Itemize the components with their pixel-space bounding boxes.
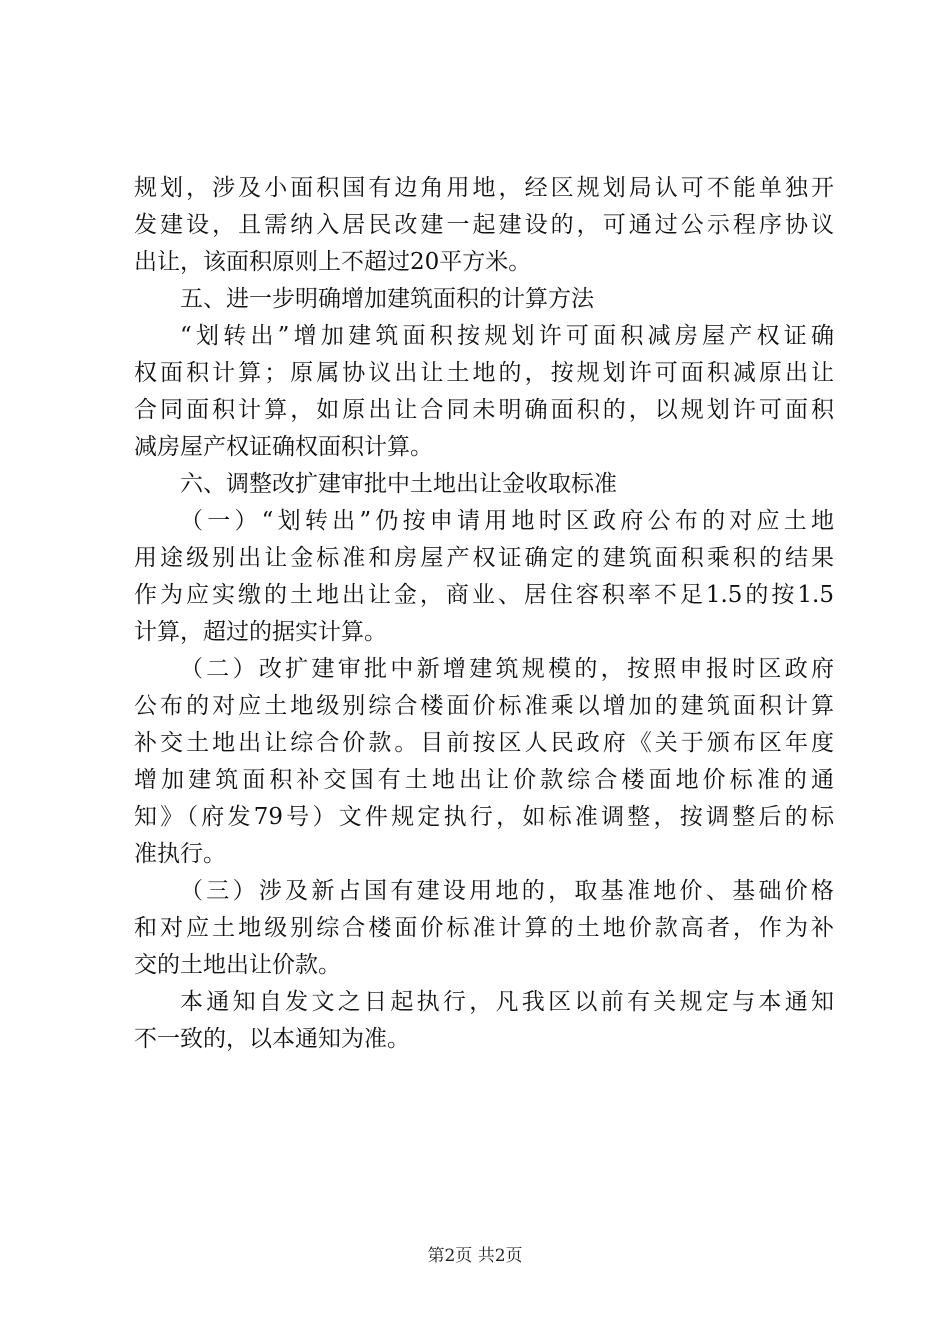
text-line: 作为应实缴的土地出让金，商业、居住容积率不足1.5的按1.5 [134,582,834,608]
text-line: （三）涉及新占国有建设用地的，取基准地价、基础价格 [180,878,834,904]
text-line: 公布的对应土地级别综合楼面价标准乘以增加的建筑面积计算 [134,693,834,719]
page-number-footer: 第2页 共2页 [427,1246,523,1266]
text-line: 用途级别出让金标准和房屋产权证确定的建筑面积乘积的结果 [134,545,834,571]
text-line: 计算，超过的据实计算。 [134,619,387,645]
section-heading: 五、进一步明确增加建筑面积的计算方法 [180,286,594,312]
text-line: 和对应土地级别综合楼面价标准计算的土地价款高者，作为补 [134,915,834,941]
section-heading: 六、调整改扩建审批中土地出让金收取标准 [180,471,617,497]
text-line: 规划，涉及小面积国有边角用地，经区规划局认可不能单独开 [134,175,834,201]
text-line: 增加建筑面积补交国有土地出让价款综合楼面地价标准的通 [134,767,834,793]
text-line: 知》（府发79号）文件规定执行，如标准调整，按调整后的标 [134,804,834,830]
text-line: 发建设，且需纳入居民改建一起建设的，可通过公示程序协议 [134,212,834,238]
text-line: 不一致的，以本通知为准。 [134,1026,410,1052]
text-line: 合同面积计算，如原出让合同未明确面积的，以规划许可面积 [134,397,834,423]
text-line: “划转出”增加建筑面积按规划许可面积减房屋产权证确 [180,323,834,349]
text-line: 出让，该面积原则上不超过20平方米。 [134,249,532,275]
text-line: 补交土地出让综合价款。目前按区人民政府《关于颁布区年度 [134,730,834,756]
text-line: 本通知自发文之日起执行，凡我区以前有关规定与本通知 [180,989,834,1015]
text-line: 减房屋产权证确权面积计算。 [134,434,433,460]
document-body [134,170,834,1058]
text-line: （二）改扩建审批中新增建筑规模的，按照申报时区政府 [180,656,834,682]
text-line: （一）“划转出”仍按申请用地时区政府公布的对应土地 [180,508,834,534]
text-line: 权面积计算；原属协议出让土地的，按规划许可面积减原出让 [134,360,834,386]
text-line: 准执行。 [134,841,226,867]
text-line: 交的土地出让价款。 [134,952,341,978]
